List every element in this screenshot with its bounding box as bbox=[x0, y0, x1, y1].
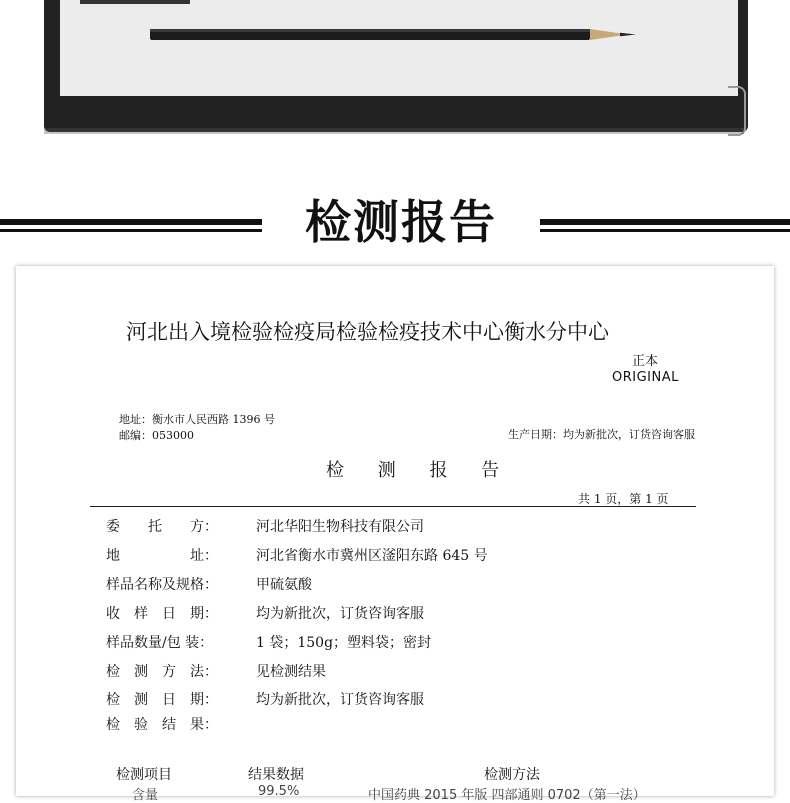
section-heading: 检测报告 bbox=[305, 195, 497, 249]
field-value: 河北华阳生物科技有限公司 bbox=[256, 519, 424, 535]
field-label: 检 测 日 期： bbox=[106, 692, 218, 708]
report-title: 检 测 报 告 bbox=[326, 460, 514, 481]
table-header: 结果数据 bbox=[248, 767, 304, 783]
field-value: 均为新批次，订货咨询客服 bbox=[256, 692, 424, 708]
field-label: 检 验 结 果： bbox=[106, 717, 218, 733]
field-label: 样品数量/包 装： bbox=[106, 635, 214, 651]
field-value: 均为新批次，订货咨询客服 bbox=[256, 606, 424, 622]
table-header: 检测方法 bbox=[484, 767, 540, 783]
address-block bbox=[119, 412, 275, 444]
copy-mark-en: ORIGINAL bbox=[612, 370, 679, 385]
copy-mark: 正本 bbox=[632, 354, 659, 369]
field-label: 委 托 方： bbox=[106, 519, 218, 535]
field-label: 收 样 日 期： bbox=[106, 606, 218, 622]
production-date: 生产日期：均为新批次，订货咨询客服 bbox=[508, 428, 695, 441]
clipboard-shadow bbox=[44, 128, 744, 134]
table-cell: 99.5% bbox=[258, 784, 300, 799]
header-rule bbox=[90, 506, 696, 507]
organization-title: 河北出入境检验检疫局检验检疫技术中心衡水分中心 bbox=[126, 320, 609, 344]
table-cell: 含量 bbox=[132, 788, 159, 803]
pencil-icon bbox=[150, 26, 636, 42]
clipboard-strip bbox=[80, 0, 190, 4]
postcode-line: 邮编：053000 bbox=[119, 429, 194, 442]
page-info: 共 1 页，第 1 页 bbox=[578, 492, 669, 506]
field-value: 河北省衡水市冀州区滏阳东路 645 号 bbox=[256, 548, 488, 564]
field-label: 检 测 方 法： bbox=[106, 664, 218, 680]
field-value: 甲硫氨酸 bbox=[256, 577, 312, 593]
field-value: 见检测结果 bbox=[256, 664, 326, 680]
clipboard-paper bbox=[60, 0, 738, 96]
table-header: 检测项目 bbox=[116, 767, 172, 783]
table-cell: 中国药典 2015 年版 四部通则 0702（第一法） bbox=[368, 788, 646, 803]
report-document bbox=[16, 266, 774, 803]
field-value: 1 袋；150g；塑料袋；密封 bbox=[256, 635, 432, 651]
field-label: 地 址： bbox=[106, 548, 218, 564]
field-label: 样品名称及规格： bbox=[106, 577, 218, 593]
address-line: 地址：衡水市人民西路 1396 号 bbox=[119, 413, 275, 426]
